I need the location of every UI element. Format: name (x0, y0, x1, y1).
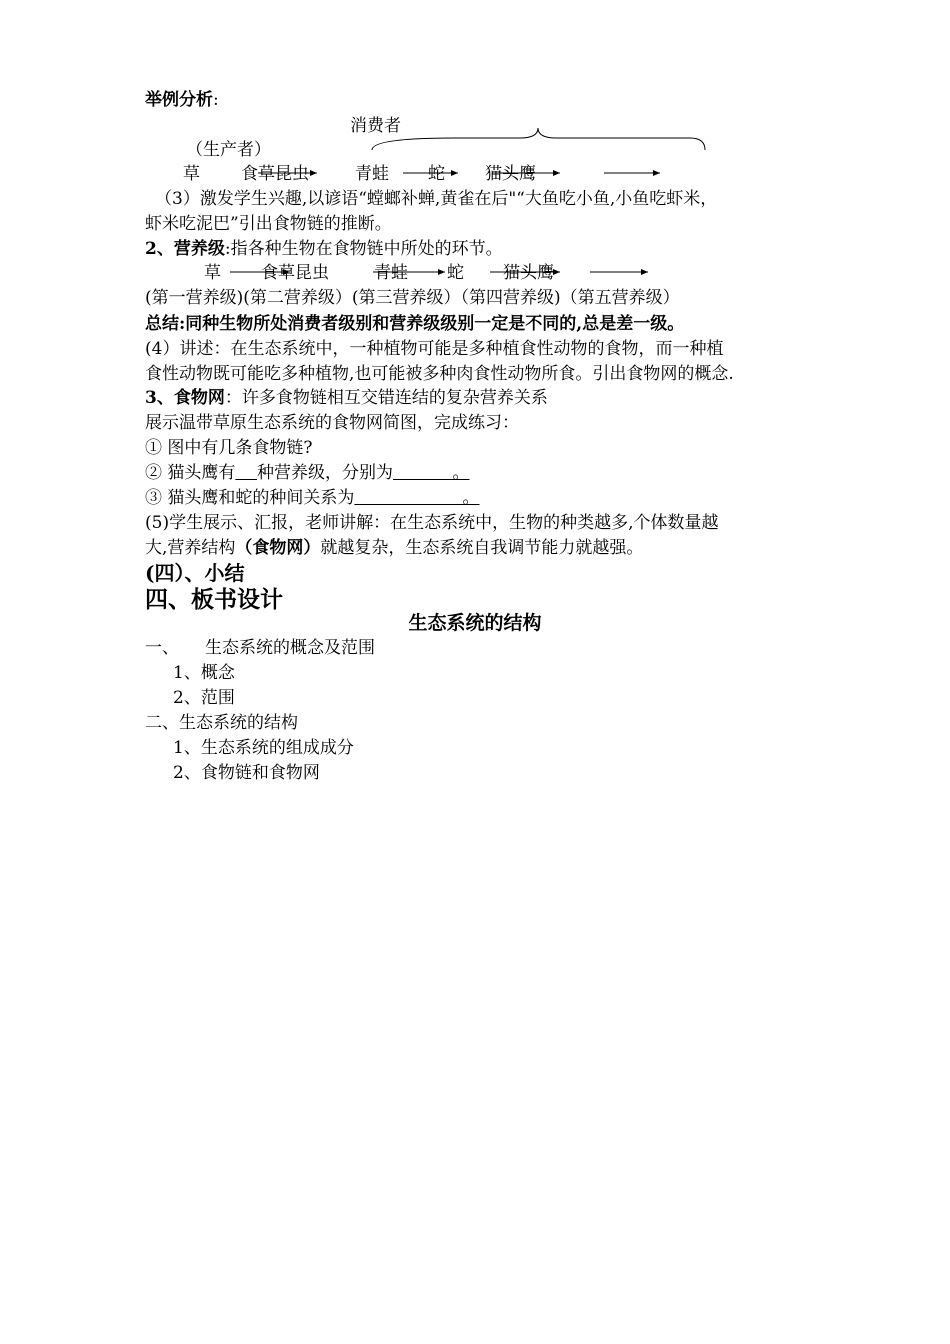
exercise-intro: 展示温带草原生态系统的食物网简图，完成练习： (145, 413, 519, 433)
para3-line2: 虾米吃泥巴”引出食物链的推断。 (145, 214, 392, 234)
chain1-node-owl: 猫头鹰 (485, 164, 536, 184)
chain2-node-grass: 草 (204, 263, 221, 283)
board-item-one: 一、 生态系统的概念及范围 (145, 638, 375, 658)
exercise-q3: ③ 猫头鹰和蛇的种间关系为 。 (145, 488, 480, 508)
chain1-node-frog: 青蛙 (355, 164, 389, 184)
chain1-node-insect: 食草昆虫 (241, 164, 309, 184)
foodweb-definition: 3、食物网：许多食物链相互交错连结的复杂营养关系 (145, 388, 548, 408)
blank-q2b: 。 (393, 463, 470, 483)
chain2-node-owl: 猫头鹰 (503, 263, 554, 283)
chain1-node-grass: 草 (183, 164, 200, 184)
blank-q2a (235, 463, 257, 483)
board-one-sub-1: 1、概念 (173, 663, 235, 683)
para5-line2: 大,营养结构（食物网）就越复杂，生态系统自我调节能力就越强。 (145, 538, 644, 558)
board-title: 生态系统的结构 (408, 612, 542, 634)
producer-label: （生产者） (186, 140, 271, 160)
para3-line1: （3）激发学生兴趣,以谚语“螳螂补蝉,黄雀在后"“大鱼吃小鱼,小鱼吃虾米， (155, 189, 718, 209)
exercise-q2: ② 猫头鹰有 种营养级，分别为 。 (145, 463, 470, 483)
board-two-sub-1: 1、生态系统的组成成分 (173, 738, 354, 758)
trophic-definition: 2、营养级:指各种生物在食物链中所处的环节。 (145, 239, 503, 259)
chain1-node-snake: 蛇 (428, 164, 445, 184)
example-heading: 举例分析: (145, 90, 219, 110)
section-summary-heading: (四）、小结 (145, 561, 245, 585)
para4-line1: (4）讲述：在生态系统中，一种植物可能是多种植食性动物的食物，而一种植 (145, 339, 724, 359)
trophic-levels: (第一营养级)(第二营养级）(第三营养级）（第四营养级)（第五营养级） (145, 288, 680, 308)
chain2-node-insect: 食草昆虫 (261, 263, 329, 283)
board-one-sub-2: 2、范围 (173, 688, 235, 708)
blank-q3: 。 (354, 488, 480, 508)
board-two-sub-2: 2、食物链和食物网 (173, 763, 320, 783)
summary: 总结:同种生物所处消费者级别和营养级级别一定是不同的,总是差一级。 (145, 314, 685, 334)
para4-line2: 食性动物既可能吃多种植物,也可能被多种肉食性动物所食。引出食物网的概念. (145, 364, 734, 384)
chain2-node-frog: 青蛙 (374, 263, 408, 283)
chain2-node-snake: 蛇 (447, 263, 464, 283)
section-board-heading: 四、板书设计 (145, 586, 283, 613)
consumer-label: 消费者 (350, 116, 401, 136)
consumer-brace (372, 128, 705, 150)
exercise-q1: ① 图中有几条食物链? (145, 438, 313, 458)
para5-line1: (5)学生展示、汇报，老师讲解：在生态系统中，生物的种类越多,个体数量越 (145, 513, 719, 533)
board-item-two: 二、生态系统的结构 (145, 713, 298, 733)
